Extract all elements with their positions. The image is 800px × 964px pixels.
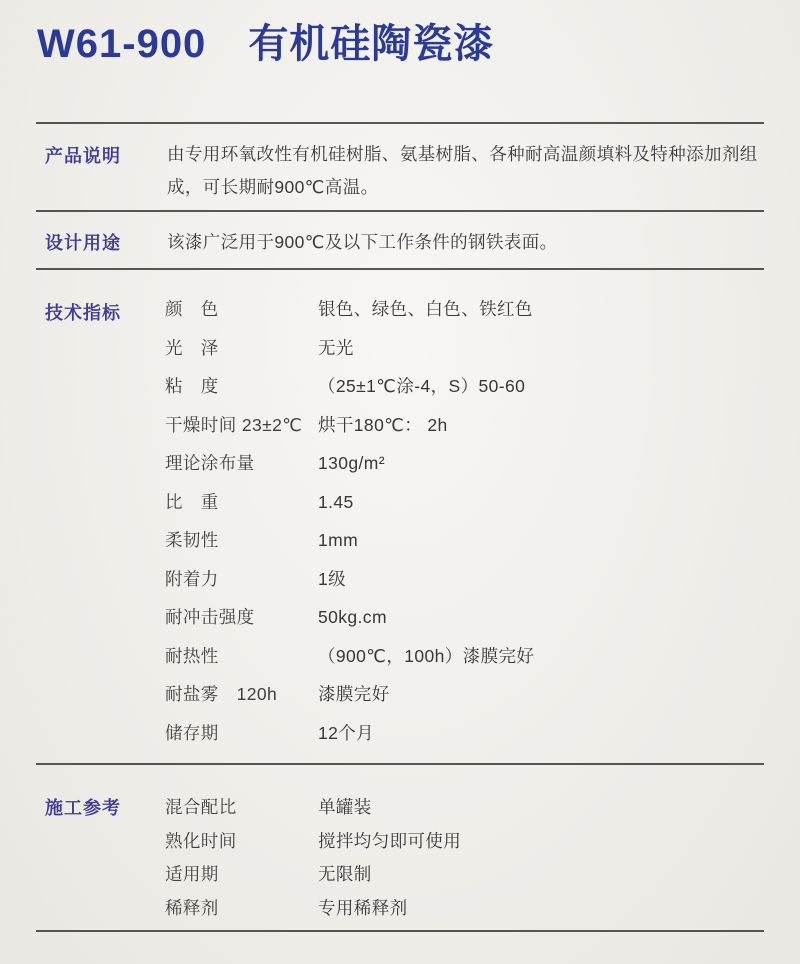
tech-specs-table <box>165 297 765 760</box>
divider-bottom <box>36 930 764 932</box>
spec-value: 50kg.cm <box>318 607 387 628</box>
product-code: W61-900 <box>37 22 207 66</box>
spec-row-heat-resistance <box>165 644 765 683</box>
section-label-tech-specs: 技术指标 <box>45 303 121 323</box>
spec-key: 混合配比 <box>165 797 237 817</box>
spec-key: 储存期 <box>165 723 219 744</box>
section-label-construction-ref: 施工参考 <box>45 798 121 818</box>
construction-ref-table <box>165 795 765 929</box>
spec-value: 漆膜完好 <box>318 684 390 705</box>
spec-key: 光 泽 <box>165 337 219 358</box>
spec-value: （25±1℃涂-4，S）50-60 <box>318 376 526 397</box>
spec-row-adhesion <box>165 567 765 606</box>
section-label-product-description: 产品说明 <box>45 146 121 166</box>
spec-row-coverage <box>165 451 765 490</box>
spec-row-pot-life <box>165 862 765 896</box>
spec-key: 比 重 <box>165 491 219 512</box>
spec-row-specific-gravity <box>165 490 765 529</box>
spec-row-viscosity <box>165 374 765 413</box>
spec-row-curing-time <box>165 829 765 863</box>
section-label-design-use: 设计用途 <box>45 233 121 253</box>
divider-design-use <box>36 210 764 212</box>
spec-key: 耐冲击强度 <box>165 607 255 628</box>
spec-row-impact-resistance <box>165 605 765 644</box>
divider-tech-specs <box>36 268 764 270</box>
spec-row-thinner <box>165 896 765 930</box>
divider-top <box>36 122 764 124</box>
spec-key: 理论涂布量 <box>165 453 255 474</box>
divider-construction-ref <box>36 763 764 765</box>
spec-row-shelf-life <box>165 721 765 760</box>
spec-row-gloss <box>165 336 765 375</box>
spec-row-dry-time <box>165 413 765 452</box>
spec-row-mix-ratio <box>165 795 765 829</box>
spec-value: 银色、绿色、白色、铁红色 <box>318 299 533 319</box>
spec-key: 颜 色 <box>165 299 219 319</box>
spec-key: 柔韧性 <box>165 530 219 551</box>
spec-value: 搅拌均匀即可使用 <box>318 830 462 851</box>
product-description-text: 由专用环氧改性有机硅树脂、氨基树脂、各种耐高温颜填料及特种添加剂组成，可长期耐900℃高温。 <box>167 144 758 197</box>
spec-key: 耐盐雾 120h <box>165 684 278 705</box>
spec-key: 附着力 <box>165 568 219 589</box>
spec-value: 12个月 <box>318 723 375 744</box>
spec-value: 无限制 <box>318 864 372 884</box>
spec-value: 1mm <box>318 530 359 551</box>
product-name: 有机硅陶瓷漆 <box>248 22 495 66</box>
spec-value: 1级 <box>318 568 347 589</box>
spec-row-color <box>165 297 765 336</box>
page-title <box>37 22 494 66</box>
spec-row-flexibility <box>165 528 765 567</box>
spec-value: 1.45 <box>318 491 354 512</box>
spec-value: 单罐装 <box>318 797 372 817</box>
spec-key: 适用期 <box>165 864 219 884</box>
spec-key: 熟化时间 <box>165 830 237 851</box>
spec-value: （900℃，100h）漆膜完好 <box>318 645 535 666</box>
spec-key: 稀释剂 <box>165 897 219 918</box>
spec-key: 粘 度 <box>165 376 219 397</box>
spec-value: 烘干180℃： 2h <box>318 414 448 435</box>
spec-row-salt-spray <box>165 682 765 721</box>
spec-value: 无光 <box>318 337 354 358</box>
spec-value: 130g/m² <box>318 453 385 474</box>
spec-value: 专用稀释剂 <box>318 897 408 918</box>
spec-key: 耐热性 <box>165 645 219 666</box>
spec-key: 干燥时间 23±2℃ <box>165 414 303 435</box>
design-use-text: 该漆广泛用于900℃及以下工作条件的钢铁表面。 <box>167 232 558 252</box>
